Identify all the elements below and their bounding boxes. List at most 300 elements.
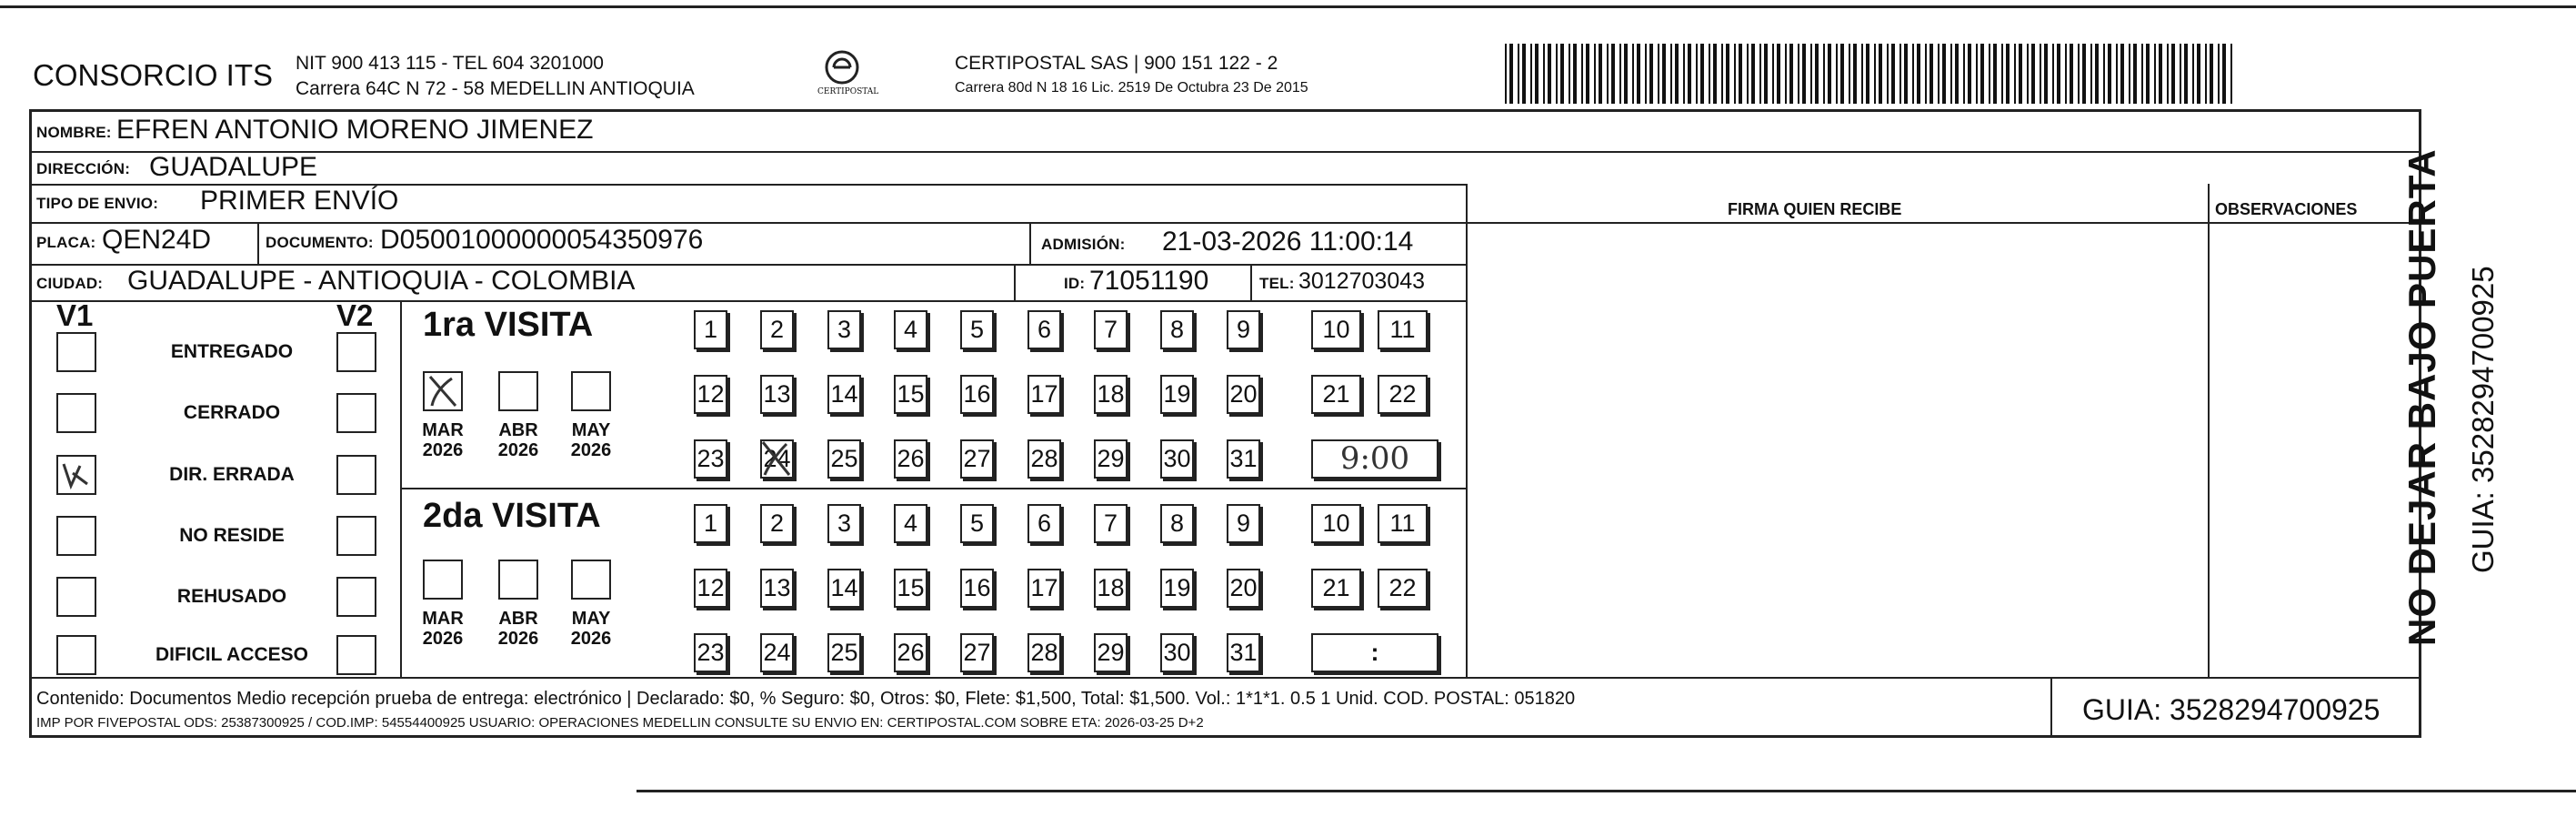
day-box[interactable]	[694, 633, 727, 672]
month-checkbox[interactable]	[423, 371, 463, 411]
barcode-bar	[1861, 44, 1863, 104]
day-box[interactable]	[960, 310, 994, 349]
documento-label: DOCUMENTO:	[266, 234, 374, 251]
day-number: 23	[697, 639, 725, 666]
barcode-bar	[1925, 44, 1927, 104]
day-box[interactable]	[1027, 310, 1061, 349]
barcode-bar	[1739, 44, 1742, 104]
day-box[interactable]	[1227, 310, 1260, 349]
month-checkbox[interactable]	[571, 371, 611, 411]
day-number: 21	[1322, 574, 1350, 601]
month-checkbox[interactable]	[498, 371, 538, 411]
barcode-bar	[1675, 44, 1679, 104]
barcode-bar	[2146, 44, 2150, 104]
barcode-bar	[2090, 44, 2092, 104]
day-number: 4	[903, 509, 918, 537]
month-name: ABR	[498, 420, 538, 440]
day-number: 28	[1030, 639, 1058, 666]
side-guia: GUIA: 3528294700925	[2466, 266, 2500, 573]
handwritten-x-mark	[425, 373, 461, 409]
barcode-bar	[2027, 44, 2029, 104]
barcode-bar	[1721, 44, 1723, 104]
day-number: 6	[1037, 509, 1052, 537]
barcode-bar	[2070, 44, 2073, 104]
month-year: 2026	[422, 629, 464, 649]
v1-header: V1	[56, 298, 94, 332]
id-value: 71051190	[1089, 266, 1209, 296]
v1-checkbox[interactable]	[56, 635, 96, 675]
day-box[interactable]	[1027, 439, 1061, 479]
barcode-bar	[1586, 44, 1589, 104]
day-number: 1	[703, 509, 718, 537]
month-year: 2026	[422, 440, 464, 460]
barcode-bar	[1535, 44, 1539, 104]
barcode-bar	[1709, 44, 1710, 104]
day-number: 21	[1322, 380, 1350, 408]
month-label	[416, 420, 470, 460]
barcode-bar	[1789, 44, 1793, 104]
col-divider-admision	[1029, 222, 1031, 264]
barcode-bar	[1849, 44, 1850, 104]
footer-print-info: IMP POR FIVEPOSTAL ODS: 25387300925 / COD.IMP: 54554400925 USUARIO: OPERACIONES MEDELLIN CONSULTE SU ENVIO EN: CERTIPOSTAL.COM SOBRE ETA: 2026-03-25 D+2	[36, 715, 1204, 731]
ciudad-value: GUADALUPE - ANTIOQUIA - COLOMBIA	[127, 266, 636, 296]
barcode-bar	[2133, 44, 2137, 104]
barcode-bar	[1866, 44, 1869, 104]
barcode-bar	[1509, 44, 1513, 104]
day-number: 29	[1097, 445, 1125, 472]
day-box[interactable]	[827, 504, 861, 543]
v2-header: V2	[336, 298, 374, 332]
barcode-bar	[1607, 44, 1609, 104]
day-box[interactable]	[1094, 504, 1128, 543]
day-box[interactable]	[760, 633, 794, 672]
col-divider-obs	[2208, 184, 2210, 677]
day-box[interactable]	[1311, 375, 1361, 414]
day-box[interactable]	[1227, 633, 1260, 672]
month-label	[564, 420, 618, 460]
barcode-bar	[1569, 44, 1570, 104]
barcode-bar	[1874, 44, 1876, 104]
row-line	[29, 222, 1466, 224]
documento-value: D05001000000054350976	[380, 225, 704, 255]
barcode-bar	[1853, 44, 1857, 104]
barcode-bar	[1891, 44, 1895, 104]
day-box[interactable]	[827, 439, 861, 479]
month-name: MAY	[571, 609, 611, 629]
barcode-bar	[1747, 44, 1749, 104]
day-number: 13	[763, 380, 791, 408]
day-number: 18	[1097, 574, 1125, 601]
day-box[interactable]	[827, 375, 861, 414]
day-box[interactable]	[1311, 504, 1361, 543]
barcode-bar	[1772, 44, 1774, 104]
month-year: 2026	[497, 440, 539, 460]
day-number: 6	[1037, 316, 1052, 343]
day-box[interactable]	[694, 310, 727, 349]
second-visit-title: 2da VISITA	[423, 497, 601, 535]
barcode-bar	[1556, 44, 1558, 104]
day-number: 1	[703, 316, 718, 343]
reason-label: REHUSADO	[176, 586, 287, 607]
day-box[interactable]	[960, 633, 994, 672]
reason-label: DIR. ERRADA	[169, 464, 295, 485]
barcode-bar	[1594, 44, 1596, 104]
day-box[interactable]	[1094, 439, 1128, 479]
day-box[interactable]	[694, 504, 727, 543]
day-box[interactable]	[760, 439, 794, 479]
visits-split	[400, 488, 1466, 489]
barcode-bar	[2171, 44, 2175, 104]
barcode-bar	[1637, 44, 1640, 104]
day-box[interactable]	[1378, 569, 1428, 608]
v1-checkbox[interactable]	[56, 332, 96, 372]
day-box[interactable]	[1160, 439, 1194, 479]
admision-value: 21-03-2026 11:00:14	[1162, 227, 1414, 257]
month-name: ABR	[498, 609, 538, 629]
id-label: ID:	[1064, 275, 1086, 292]
day-number: 30	[1163, 445, 1191, 472]
barcode-bar	[1518, 44, 1519, 104]
day-box[interactable]	[1378, 504, 1428, 543]
day-number: 16	[963, 574, 991, 601]
day-box[interactable]	[760, 504, 794, 543]
day-box[interactable]	[760, 569, 794, 608]
visit-time-value: 9:00	[1339, 440, 1410, 477]
month-checkbox[interactable]	[423, 560, 463, 600]
barcode-bar	[1887, 44, 1889, 104]
nombre-value: EFREN ANTONIO MORENO JIMENEZ	[116, 115, 594, 145]
day-number: 12	[697, 574, 725, 601]
scan-bottom-line	[636, 790, 2576, 792]
v2-checkbox[interactable]	[336, 516, 376, 556]
month-checkbox[interactable]	[571, 560, 611, 600]
barcode-bar	[2044, 44, 2048, 104]
barcode-bar	[2218, 44, 2220, 104]
day-box[interactable]	[694, 439, 727, 479]
day-box[interactable]	[1160, 310, 1194, 349]
row-line	[29, 677, 2421, 679]
barcode-bar	[1879, 44, 1882, 104]
frame-left	[29, 109, 32, 737]
day-box[interactable]	[894, 504, 927, 543]
day-number: 31	[1229, 445, 1258, 472]
day-box[interactable]	[894, 310, 927, 349]
barcode-bar	[1993, 44, 1997, 104]
barcode-bar	[2192, 44, 2194, 104]
day-box[interactable]	[1378, 310, 1428, 349]
barcode-bar	[2141, 44, 2143, 104]
day-number: 23	[697, 445, 725, 472]
v2-checkbox[interactable]	[336, 332, 376, 372]
day-box[interactable]	[1227, 439, 1260, 479]
day-number: 19	[1163, 380, 1191, 408]
month-label	[416, 609, 470, 649]
day-box[interactable]	[894, 439, 927, 479]
placa-label: PLACA:	[36, 234, 96, 251]
barcode-bar	[1823, 44, 1825, 104]
day-number: 7	[1103, 509, 1118, 537]
day-number: 30	[1163, 639, 1191, 666]
day-box[interactable]	[827, 310, 861, 349]
barcode-bar	[1670, 44, 1672, 104]
reason-label: ENTREGADO	[170, 341, 294, 362]
day-number: 14	[830, 574, 858, 601]
day-box[interactable]	[1160, 504, 1194, 543]
day-box[interactable]	[1094, 633, 1128, 672]
barcode-bar	[1785, 44, 1787, 104]
day-box[interactable]	[894, 569, 927, 608]
barcode-bar	[1938, 44, 1940, 104]
barcode-bar	[2129, 44, 2130, 104]
day-number: 15	[897, 574, 925, 601]
barcode-bar	[1581, 44, 1583, 104]
barcode-bar	[1904, 44, 1908, 104]
barcode-bar	[1611, 44, 1615, 104]
day-number: 16	[963, 380, 991, 408]
month-checkbox[interactable]	[498, 560, 538, 600]
barcode	[1505, 44, 2241, 104]
barcode-bar	[1942, 44, 1946, 104]
barcode-bar	[1599, 44, 1602, 104]
barcode-bar	[1968, 44, 1971, 104]
day-box[interactable]	[827, 633, 861, 672]
month-year: 2026	[497, 629, 539, 649]
direccion-label: DIRECCIÓN:	[36, 160, 131, 177]
day-number: 17	[1030, 380, 1058, 408]
tipo-label: TIPO DE ENVIO:	[36, 195, 159, 212]
barcode-bar	[1955, 44, 1959, 104]
reason-label: DIFICIL ACCESO	[155, 644, 308, 665]
ciudad-label: CIUDAD:	[36, 275, 104, 292]
barcode-bar	[1802, 44, 1806, 104]
barcode-bar	[2040, 44, 2041, 104]
handwritten-check-mark	[58, 457, 95, 493]
day-number: 11	[1389, 509, 1416, 537]
day-box[interactable]	[1311, 310, 1361, 349]
visit-time-box[interactable]	[1311, 439, 1438, 479]
barcode-bar	[1759, 44, 1761, 104]
barcode-bar	[1764, 44, 1768, 104]
month-name: MAR	[422, 609, 464, 629]
day-box[interactable]	[1160, 633, 1194, 672]
barcode-bar	[1645, 44, 1647, 104]
day-number: 22	[1388, 574, 1417, 601]
barcode-bar	[2180, 44, 2181, 104]
barcode-bar	[1912, 44, 1914, 104]
month-label	[491, 420, 546, 460]
barcode-bar	[1688, 44, 1691, 104]
day-number: 4	[903, 316, 918, 343]
day-box[interactable]	[1027, 569, 1061, 608]
day-number: 10	[1322, 316, 1350, 343]
day-box[interactable]	[1027, 504, 1061, 543]
barcode-bar	[1560, 44, 1564, 104]
barcode-bar	[2031, 44, 2035, 104]
barcode-bar	[2154, 44, 2156, 104]
barcode-bar	[1662, 44, 1666, 104]
barcode-bar	[2108, 44, 2111, 104]
col-divider-firma	[1466, 184, 1468, 677]
day-number: 8	[1169, 509, 1185, 537]
day-number: 11	[1389, 316, 1416, 343]
day-number: 26	[897, 639, 925, 666]
v2-checkbox[interactable]	[336, 577, 376, 617]
tel-label: TEL:	[1259, 275, 1295, 292]
month-name: MAY	[571, 420, 611, 440]
barcode-bar	[1828, 44, 1831, 104]
tel-value: 3012703043	[1298, 268, 1426, 294]
day-box[interactable]	[894, 375, 927, 414]
barcode-bar	[1543, 44, 1545, 104]
month-label	[491, 609, 546, 649]
month-label	[564, 609, 618, 649]
barcode-bar	[2116, 44, 2118, 104]
day-box[interactable]	[694, 569, 727, 608]
certipostal-logo	[814, 47, 879, 102]
v2-checkbox[interactable]	[336, 455, 376, 495]
barcode-bar	[2197, 44, 2200, 104]
reason-label: CERRADO	[183, 402, 281, 423]
day-number: 20	[1229, 380, 1258, 408]
visit-time-box[interactable]	[1311, 633, 1438, 672]
barcode-bar	[2230, 44, 2232, 104]
barcode-bar	[2001, 44, 2003, 104]
day-number: 26	[897, 445, 925, 472]
day-box[interactable]	[1094, 569, 1128, 608]
barcode-bar	[2159, 44, 2162, 104]
day-box[interactable]	[960, 439, 994, 479]
day-box[interactable]	[1094, 310, 1128, 349]
barcode-bar	[1950, 44, 1952, 104]
day-box[interactable]	[694, 375, 727, 414]
barcode-bar	[2052, 44, 2054, 104]
day-box[interactable]	[1311, 569, 1361, 608]
day-box[interactable]	[760, 310, 794, 349]
barcode-bar	[1810, 44, 1812, 104]
v1-checkbox[interactable]	[56, 455, 96, 495]
barcode-bar	[2184, 44, 2188, 104]
side-warning: NO DEJAR BAJO PUERTA	[2401, 148, 2443, 646]
barcode-bar	[1840, 44, 1844, 104]
direccion-value: GUADALUPE	[149, 152, 318, 182]
barcode-bar	[1658, 44, 1659, 104]
day-number: 2	[769, 509, 785, 537]
barcode-bar	[1989, 44, 1990, 104]
day-number: 19	[1163, 574, 1191, 601]
day-box[interactable]	[1227, 504, 1260, 543]
barcode-bar	[2222, 44, 2226, 104]
day-box[interactable]	[1027, 633, 1061, 672]
barcode-bar	[1548, 44, 1551, 104]
day-box[interactable]	[1160, 375, 1194, 414]
day-number: 7	[1103, 316, 1118, 343]
barcode-bar	[1734, 44, 1736, 104]
day-box[interactable]	[1227, 375, 1260, 414]
day-box[interactable]	[1094, 375, 1128, 414]
day-box[interactable]	[960, 569, 994, 608]
nombre-label: NOMBRE:	[36, 124, 112, 141]
day-number: 20	[1229, 574, 1258, 601]
barcode-bar	[1649, 44, 1653, 104]
observaciones-header: OBSERVACIONES	[2215, 200, 2358, 218]
day-box[interactable]	[960, 504, 994, 543]
barcode-bar	[2019, 44, 2022, 104]
col-divider-id	[1014, 264, 1016, 300]
day-box[interactable]	[827, 569, 861, 608]
day-number: 8	[1169, 316, 1185, 343]
company-nit: NIT 900 413 115 - TEL 604 3201000	[296, 53, 604, 74]
day-number: 24	[763, 639, 791, 666]
v1-checkbox[interactable]	[56, 577, 96, 617]
barcode-bar	[2065, 44, 2067, 104]
day-number: 12	[697, 380, 725, 408]
barcode-bar	[1798, 44, 1799, 104]
company-address: Carrera 64C N 72 - 58 MEDELLIN ANTIOQUIA	[296, 78, 695, 99]
placa-value: QEN24D	[102, 225, 212, 255]
first-visit-title: 1ra VISITA	[423, 306, 594, 344]
day-box[interactable]	[1378, 375, 1428, 414]
col-divider-tel	[1250, 264, 1252, 300]
v2-checkbox[interactable]	[336, 393, 376, 433]
reason-label: NO RESIDE	[179, 525, 285, 546]
barcode-bar	[2120, 44, 2124, 104]
firma-header: FIRMA QUIEN RECIBE	[1728, 200, 1902, 218]
day-box[interactable]	[1227, 569, 1260, 608]
day-number: 5	[969, 316, 985, 343]
barcode-bar	[1522, 44, 1526, 104]
scan-top-line	[0, 5, 2576, 8]
day-box[interactable]	[1027, 375, 1061, 414]
day-number: 3	[837, 509, 852, 537]
day-number: 27	[963, 445, 991, 472]
day-number: 28	[1030, 445, 1058, 472]
barcode-bar	[1505, 44, 1507, 104]
logo-label: CERTIPOSTAL	[817, 87, 879, 96]
barcode-bar	[1899, 44, 1901, 104]
barcode-bar	[1573, 44, 1577, 104]
day-box[interactable]	[960, 375, 994, 414]
day-box[interactable]	[894, 633, 927, 672]
company-name: CONSORCIO ITS	[33, 58, 274, 92]
frame-top	[29, 109, 2421, 112]
barcode-bar	[1815, 44, 1819, 104]
day-number: 25	[830, 445, 858, 472]
day-number: 5	[969, 509, 985, 537]
barcode-bar	[1751, 44, 1755, 104]
day-number: 24	[763, 445, 791, 472]
day-number: 17	[1030, 574, 1058, 601]
barcode-bar	[1980, 44, 1984, 104]
day-number: 2	[769, 316, 785, 343]
barcode-bar	[2103, 44, 2105, 104]
barcode-bar	[1836, 44, 1838, 104]
certipostal-name: CERTIPOSTAL SAS | 900 151 122 - 2	[955, 53, 1278, 74]
day-box[interactable]	[760, 375, 794, 414]
footer-content: Contenido: Documentos Medio recepción prueba de entrega: electrónico | Declarado: $0, % Seguro: $0, Otros: $0, Flete: $1,500, Total: $1,500. Vol.: 1*1*1. 0.5 1 Unid. COD. POSTAL: 051820	[36, 689, 1576, 709]
day-number: 27	[963, 639, 991, 666]
day-number: 9	[1236, 509, 1251, 537]
certipostal-address: Carrera 80d N 18 16 Lic. 2519 De Octubra 23 De 2015	[955, 80, 1308, 96]
day-box[interactable]	[1160, 569, 1194, 608]
v2-checkbox[interactable]	[336, 635, 376, 675]
v1-checkbox[interactable]	[56, 393, 96, 433]
barcode-bar	[2082, 44, 2086, 104]
barcode-bar	[1963, 44, 1965, 104]
day-number: 31	[1229, 639, 1258, 666]
barcode-bar	[2078, 44, 2080, 104]
v1-checkbox[interactable]	[56, 516, 96, 556]
admision-label: ADMISIÓN:	[1041, 236, 1126, 253]
